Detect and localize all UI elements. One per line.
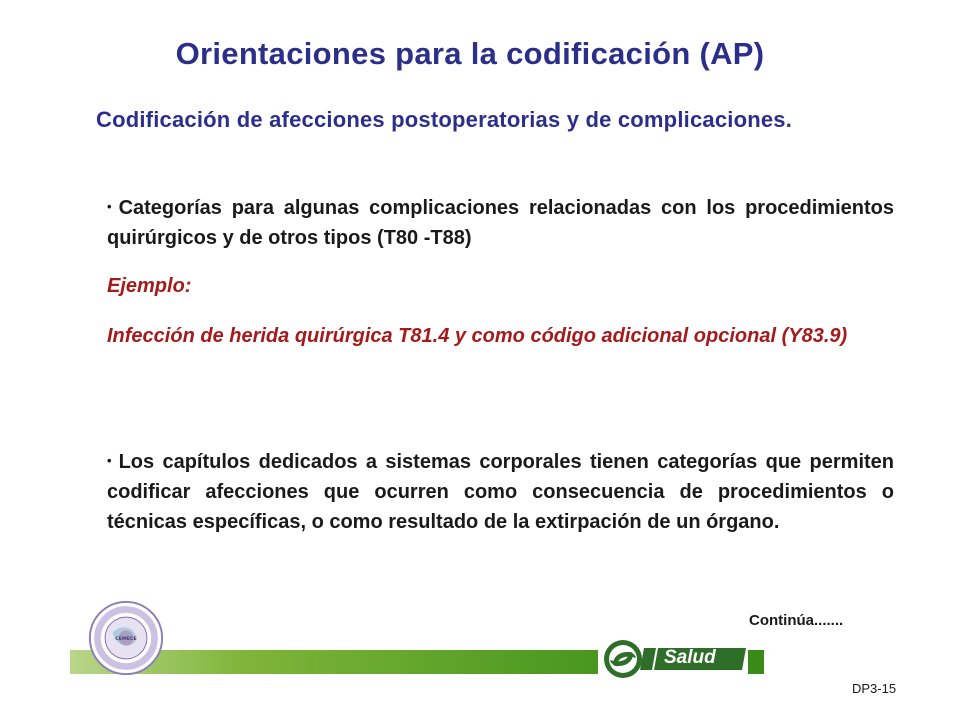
- continue-label: Continúa.......: [749, 612, 844, 629]
- bullet-text: Categorías para algunas complicaciones relacionadas con los procedimientos quirúrgicos y de otros tipos (T80 -T88): [107, 197, 894, 249]
- bullet-text: Los capítulos dedicados a sistemas corporales tienen categorías que permiten codificar afecciones que ocurren como consecuencia de procedimientos o técnicas específicas, o como resultado de la extirpación de un órgano.: [107, 451, 894, 533]
- bullet-chapters: [107, 446, 894, 537]
- bullet-dot: •: [107, 453, 112, 468]
- slide-subtitle: Codificación de afecciones postoperatorias y de complicaciones.: [96, 107, 793, 132]
- salud-logo-text: Salud: [664, 647, 716, 668]
- example-text: Infección de herida quirúrgica T81.4 y como código adicional opcional (Y83.9): [107, 325, 848, 347]
- slide-title: Orientaciones para la codificación (AP): [175, 36, 765, 71]
- example-label: Ejemplo:: [107, 275, 192, 297]
- svg-text:CEMECE: CEMECE: [115, 636, 137, 642]
- bullet-dot: •: [107, 199, 112, 214]
- bullet-complications: [107, 192, 894, 253]
- cemece-seal-logo: [88, 600, 164, 676]
- page-code: DP3-15: [852, 681, 897, 696]
